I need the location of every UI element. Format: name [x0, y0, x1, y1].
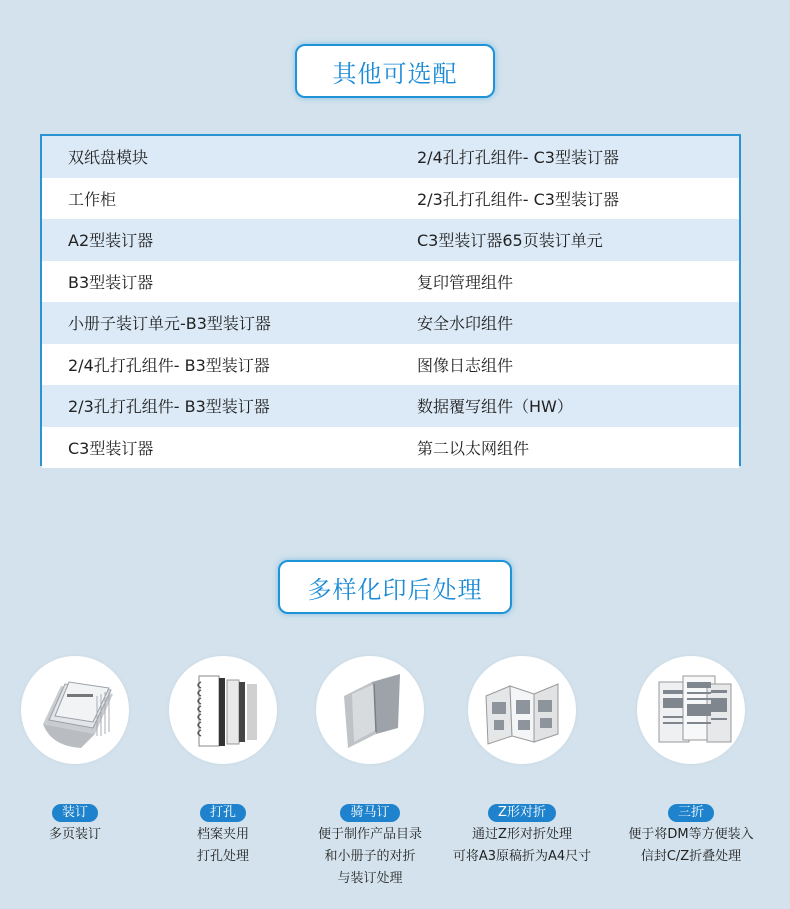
option-cell: 第二以太网组件 — [417, 438, 530, 458]
service-stapling — [0, 656, 150, 846]
table-row — [42, 261, 739, 303]
section-title-finishing: 多样化印后处理 — [278, 560, 512, 614]
table-row — [42, 427, 739, 469]
option-cell: 数据覆写组件（HW） — [417, 397, 573, 417]
service-desc-line: 便于将DM等方便装入 — [628, 827, 754, 842]
z-fold-icon — [468, 656, 576, 764]
option-cell: 图像日志组件 — [417, 355, 514, 375]
service-badge: 打孔 — [200, 804, 246, 822]
service-punching — [148, 656, 298, 868]
finishing-services — [0, 656, 790, 896]
tri-fold-icon — [637, 656, 745, 764]
option-cell: 安全水印组件 — [417, 314, 514, 334]
section-title-options: 其他可选配 — [295, 44, 495, 98]
ring-binder-icon — [169, 656, 277, 764]
option-cell: A2型装订器 — [68, 231, 154, 251]
table-row — [42, 385, 739, 427]
option-cell: C3型装订器 — [68, 438, 154, 458]
option-cell: 小册子装订单元-B3型装订器 — [68, 314, 271, 334]
service-desc-line: 与装订处理 — [337, 871, 403, 886]
service-badge: 骑马订 — [340, 804, 399, 822]
option-cell: 2/3孔打孔组件- C3型装订器 — [417, 189, 619, 209]
stapled-stack-icon — [21, 656, 129, 764]
service-badge: Z形对折 — [488, 804, 556, 822]
service-desc-line: 通过Z形对折处理 — [472, 827, 572, 842]
option-cell: B3型装订器 — [68, 272, 154, 292]
option-cell: C3型装订器65页装订单元 — [417, 231, 603, 251]
service-tri-fold — [616, 656, 766, 868]
option-cell: 复印管理组件 — [417, 272, 514, 292]
service-desc-line: 可将A3原稿折为A4尺寸 — [452, 849, 592, 864]
service-desc-line: 和小册子的对折 — [324, 849, 416, 864]
option-cell: 2/4孔打孔组件- B3型装订器 — [68, 355, 270, 375]
table-row — [42, 302, 739, 344]
booklet-icon — [316, 656, 424, 764]
service-desc-line: 多页装订 — [48, 827, 101, 842]
option-cell: 工作柜 — [68, 189, 117, 209]
table-row — [42, 178, 739, 220]
service-badge: 装订 — [52, 804, 98, 822]
table-row — [42, 136, 739, 178]
option-cell: 双纸盘模块 — [68, 148, 149, 168]
table-row — [42, 219, 739, 261]
service-desc-line: 信封C/Z折叠处理 — [640, 849, 742, 864]
service-saddle-stitch — [295, 656, 445, 890]
service-desc-line: 打孔处理 — [196, 849, 249, 864]
options-table — [40, 134, 741, 466]
service-desc-line: 档案夹用 — [196, 827, 249, 842]
table-row — [42, 344, 739, 386]
service-badge: 三折 — [668, 804, 714, 822]
option-cell: 2/3孔打孔组件- B3型装订器 — [68, 397, 270, 417]
service-z-fold — [447, 656, 597, 868]
option-cell: 2/4孔打孔组件- C3型装订器 — [417, 148, 619, 168]
service-desc-line: 便于制作产品目录 — [317, 827, 422, 842]
